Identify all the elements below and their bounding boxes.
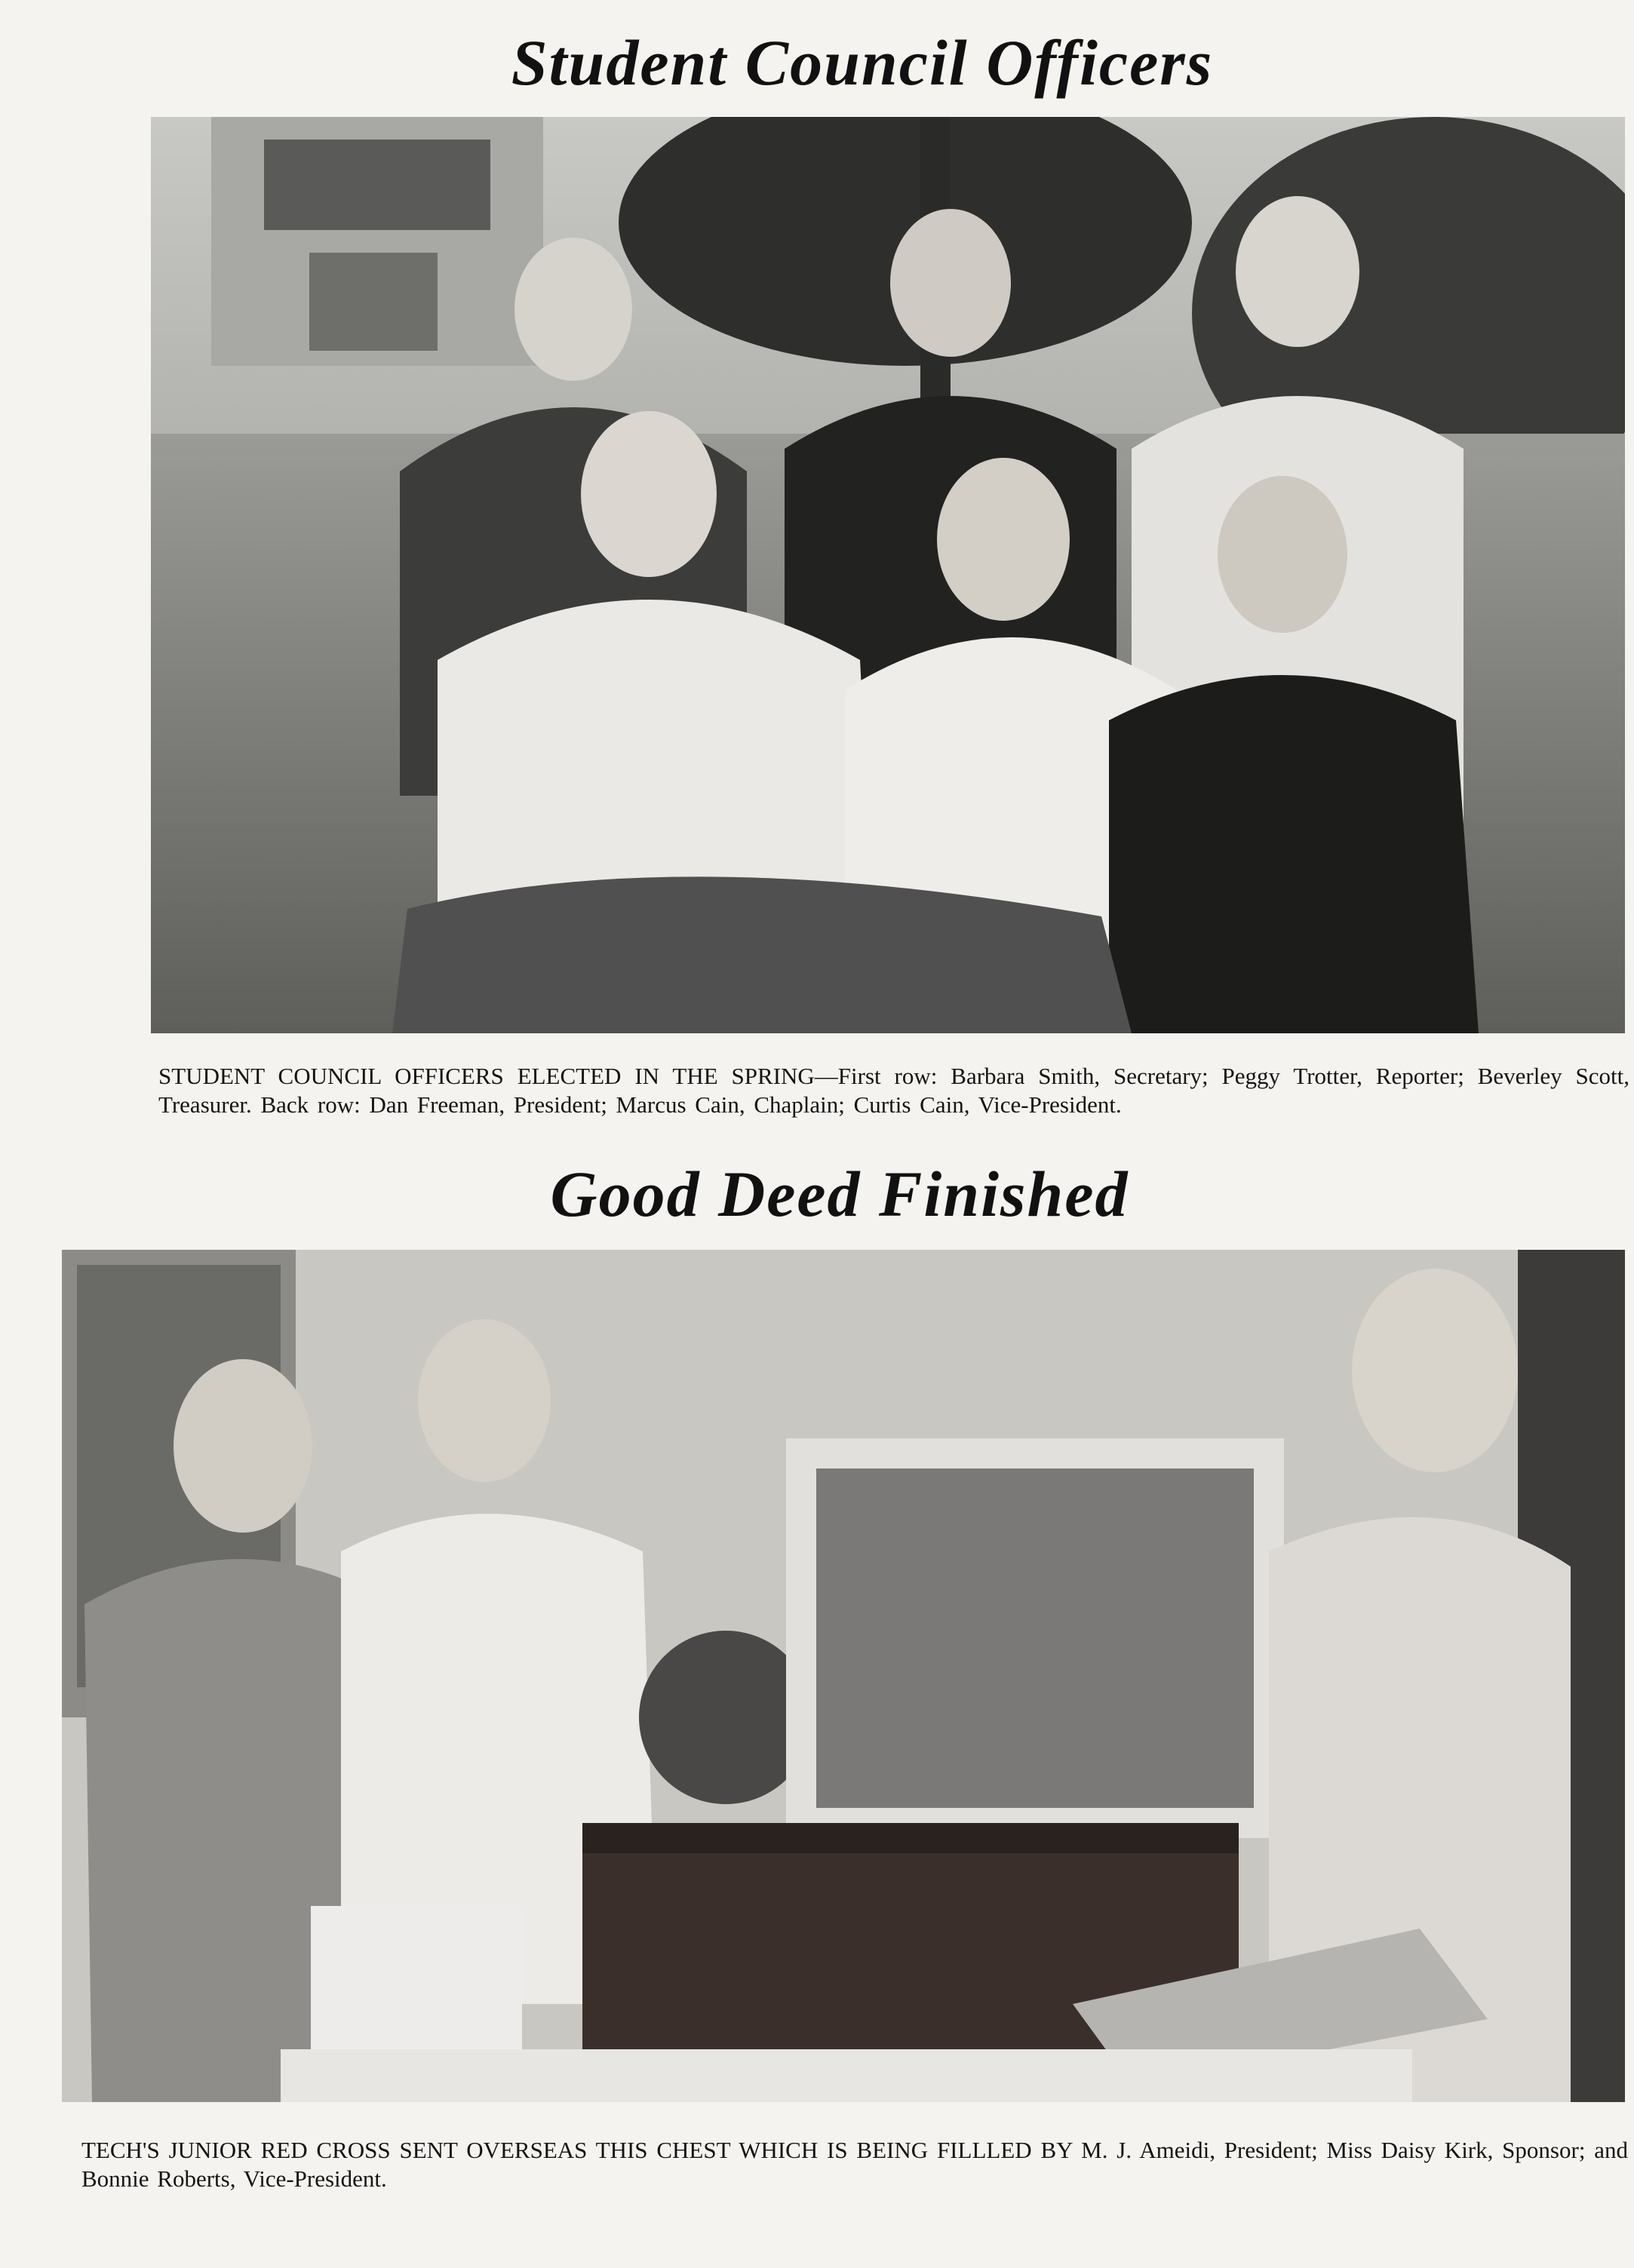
photo-student-council-image xyxy=(151,117,1625,1033)
photo-caption-red-cross: TECH'S JUNIOR RED CROSS SENT OVERSEAS THIS CHEST WHICH IS BEING FILLLED BY M. J. Ameidi, President; Miss Daisy Kirk, Sponsor; and Bonnie Roberts, Vice-President. xyxy=(81,2137,1628,2192)
photo-junior-red-cross-image xyxy=(62,1250,1625,2102)
section-title-good-deed: Good Deed Finished xyxy=(550,1158,1129,1230)
photo-caption-student-council: STUDENT COUNCIL OFFICERS ELECTED IN THE SPRING—First row: Barbara Smith, Secretary; Peggy Trotter, Reporter; Beverley Scott, Treasurer. Back row: Dan Freeman, President; Marcus Cain, Chaplain; Curtis Cain, Vice-President. xyxy=(158,1063,1629,1118)
photo-student-council-officers xyxy=(151,117,1625,1033)
photo-junior-red-cross xyxy=(62,1250,1625,2102)
section-title-student-council: Student Council Officers xyxy=(511,26,1214,99)
